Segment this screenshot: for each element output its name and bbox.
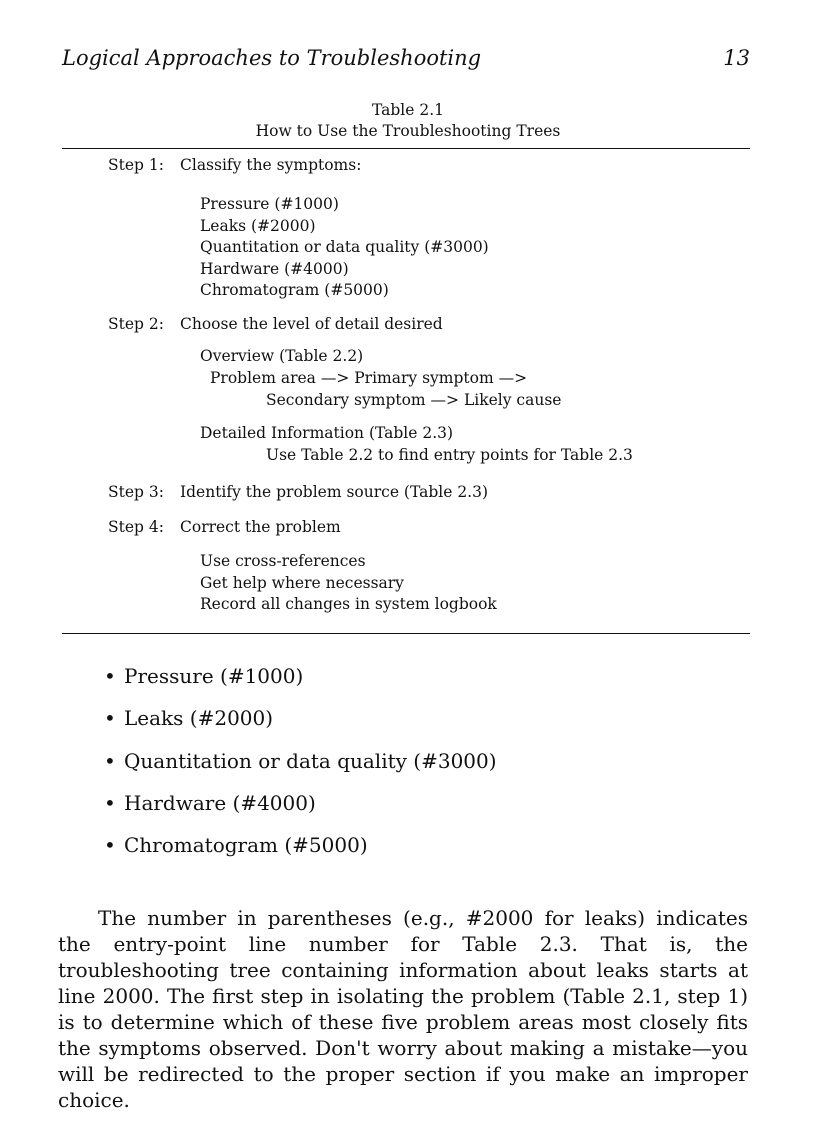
step-3 <box>108 483 488 501</box>
list-item: Hardware (#4000) <box>200 259 349 278</box>
step-text: Choose the level of detail desired <box>180 315 443 333</box>
table-bottom-rule <box>62 633 750 634</box>
step-text: Classify the symptoms: <box>180 156 362 174</box>
bullet-icon: • <box>104 664 116 688</box>
bullet-item: • Hardware (#4000) <box>104 791 316 815</box>
table-number: Table 2.1 <box>371 101 444 119</box>
step-4 <box>108 518 341 536</box>
page-header <box>62 46 752 76</box>
bullet-item: • Leaks (#2000) <box>104 706 274 730</box>
detail-title: Detailed Information (Table 2.3) <box>200 424 454 442</box>
step-1 <box>108 156 361 174</box>
step-2 <box>108 315 443 333</box>
list-item: Quantitation or data quality (#3000) <box>200 238 489 256</box>
overview-title: Overview (Table 2.2) <box>200 347 364 365</box>
list-item: Leaks (#2000) <box>200 216 316 235</box>
step-label: Step 4: <box>108 518 164 536</box>
body-paragraph: The number in parentheses (e.g., #2000 for leaks) indicates the entry-point line number for Table 2.3. That is, the troubleshooting tree containing information about leaks starts at line 2000. The first step in isolating the problem (Table 2.1, step 1) is to determine which of these five problem areas most closely fits the symptoms observed. Don't worry about making a mistake—you will be redirected to the proper section if you make an improper choice. <box>58 906 748 1112</box>
table-top-rule <box>62 148 750 149</box>
step-text: Identify the problem source (Table 2.3) <box>180 483 489 501</box>
step-1-list <box>200 194 489 302</box>
bullet-icon: • <box>104 706 116 730</box>
overview-line-1: Problem area —> Primary symptom —> <box>210 369 528 387</box>
list-item: Record all changes in system logbook <box>200 595 497 613</box>
step-label: Step 1: <box>108 156 164 174</box>
table-title: How to Use the Troubleshooting Trees <box>255 122 561 140</box>
step-label: Step 2: <box>108 315 164 333</box>
step-text: Correct the problem <box>180 518 341 536</box>
step-label: Step 3: <box>108 483 164 501</box>
running-title: Logical Approaches to Troubleshooting <box>62 46 482 70</box>
bullet-icon: • <box>104 833 116 857</box>
bullet-item: • Quantitation or data quality (#3000) <box>104 749 497 773</box>
list-item: Chromatogram (#5000) <box>200 281 389 299</box>
step-4-list <box>200 551 497 616</box>
list-item: Use cross-references <box>200 552 366 570</box>
list-item: Get help where necessary <box>200 573 404 592</box>
bullet-item: • Chromatogram (#5000) <box>104 833 368 857</box>
list-item: Pressure (#1000) <box>200 195 339 213</box>
detail-line: Use Table 2.2 to find entry points for Table 2.3 <box>266 446 633 464</box>
table-caption <box>0 100 816 142</box>
bullet-item: • Pressure (#1000) <box>104 664 304 688</box>
bullet-icon: • <box>104 749 116 773</box>
bullet-icon: • <box>104 791 116 815</box>
overview-line-2: Secondary symptom —> Likely cause <box>266 391 562 409</box>
page-number: 13 <box>723 46 750 70</box>
